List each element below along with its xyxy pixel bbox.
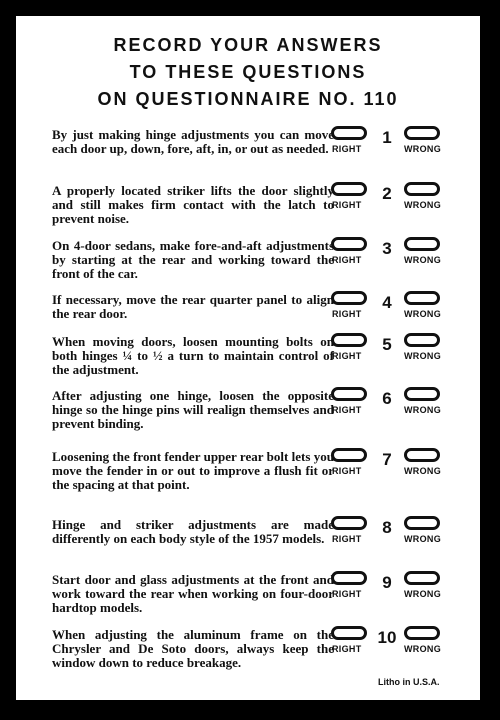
question-text: Start door and glass adjustments at the front and work toward the rear when working on four-door hardtop models. [52, 572, 334, 615]
question-text: After adjusting one hinge, loosen the opposite hinge so the hinge pins will realign themselves and prevent binding. [52, 388, 334, 431]
wrong-label: WRONG [404, 466, 441, 476]
wrong-answer-oval[interactable] [404, 182, 440, 196]
question-number: 1 [382, 128, 392, 147]
right-label: RIGHT [332, 534, 362, 544]
right-answer-oval[interactable] [331, 291, 367, 305]
footer-imprint: Litho in U.S.A. [378, 677, 440, 687]
right-label: RIGHT [332, 466, 362, 476]
right-answer-oval[interactable] [331, 571, 367, 585]
wrong-label: WRONG [404, 589, 441, 599]
title-line-3: ON QUESTIONNAIRE NO. 110 [97, 89, 399, 109]
question-number: 10 [377, 628, 397, 647]
right-answer-oval[interactable] [331, 333, 367, 347]
right-answer-oval[interactable] [331, 387, 367, 401]
question-text: Hinge and striker adjustments are made differently on each body style of the 1957 models. [52, 517, 334, 546]
wrong-answer-oval[interactable] [404, 387, 440, 401]
right-answer-oval[interactable] [331, 626, 367, 640]
wrong-answer-oval[interactable] [404, 126, 440, 140]
wrong-label: WRONG [404, 644, 441, 654]
wrong-answer-oval[interactable] [404, 237, 440, 251]
wrong-answer-oval[interactable] [404, 333, 440, 347]
wrong-label: WRONG [404, 534, 441, 544]
wrong-label: WRONG [404, 351, 441, 361]
question-number: 7 [382, 450, 392, 469]
question-number: 2 [382, 184, 392, 203]
right-label: RIGHT [332, 405, 362, 415]
question-number: 4 [382, 293, 392, 312]
wrong-answer-oval[interactable] [404, 448, 440, 462]
question-text: Loosening the front fender upper rear bolt lets you move the fender in or out to improve a flush fit or the spacing at that point. [52, 449, 334, 492]
right-answer-oval[interactable] [331, 516, 367, 530]
wrong-label: WRONG [404, 200, 441, 210]
question-text: If necessary, move the rear quarter panel to align the rear door. [52, 292, 334, 321]
question-number: 5 [382, 335, 392, 354]
right-label: RIGHT [332, 644, 362, 654]
question-text: When moving doors, loosen mounting bolts on both hinges ¼ to ½ a turn to maintain control of the adjustment. [52, 334, 334, 377]
wrong-label: WRONG [404, 144, 441, 154]
title-line-1: RECORD YOUR ANSWERS [113, 35, 383, 55]
wrong-answer-oval[interactable] [404, 626, 440, 640]
wrong-label: WRONG [404, 405, 441, 415]
question-text: On 4-door sedans, make fore-and-aft adjustments by starting at the rear and working toward the front of the car. [52, 238, 334, 281]
right-label: RIGHT [332, 309, 362, 319]
question-text: When adjusting the aluminum frame on the Chrysler and De Soto doors, always keep the window down to reduce breakage. [52, 627, 334, 670]
wrong-answer-oval[interactable] [404, 516, 440, 530]
question-text: By just making hinge adjustments you can move each door up, down, fore, aft, in, or out as needed. [52, 127, 334, 156]
questionnaire-sheet [16, 16, 480, 700]
question-number: 8 [382, 518, 392, 537]
right-answer-oval[interactable] [331, 448, 367, 462]
wrong-label: WRONG [404, 255, 441, 265]
wrong-answer-oval[interactable] [404, 571, 440, 585]
right-label: RIGHT [332, 255, 362, 265]
right-answer-oval[interactable] [331, 237, 367, 251]
question-number: 3 [382, 239, 392, 258]
question-number: 9 [382, 573, 392, 592]
right-answer-oval[interactable] [331, 182, 367, 196]
right-answer-oval[interactable] [331, 126, 367, 140]
wrong-answer-oval[interactable] [404, 291, 440, 305]
question-text: A properly located striker lifts the door slightly and still makes firm contact with the latch to prevent noise. [52, 183, 334, 226]
right-label: RIGHT [332, 589, 362, 599]
right-label: RIGHT [332, 351, 362, 361]
question-number: 6 [382, 389, 392, 408]
right-label: RIGHT [332, 200, 362, 210]
right-label: RIGHT [332, 144, 362, 154]
page-title [16, 32, 480, 113]
title-line-2: TO THESE QUESTIONS [129, 62, 367, 82]
wrong-label: WRONG [404, 309, 441, 319]
